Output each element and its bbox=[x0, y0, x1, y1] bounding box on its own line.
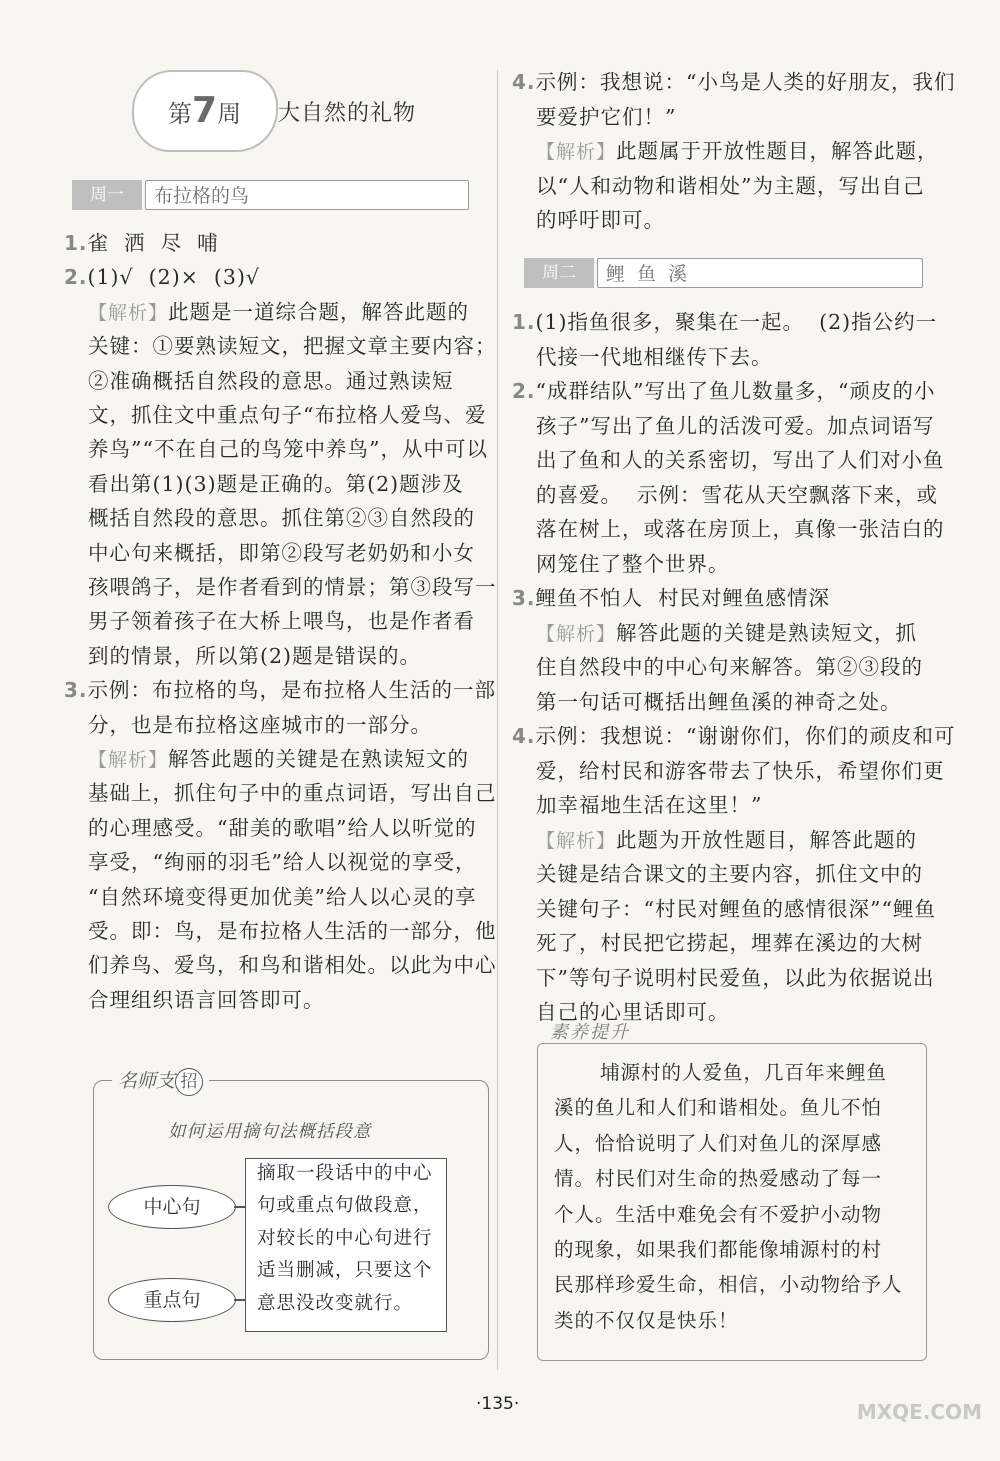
question-number: 3. bbox=[512, 586, 536, 610]
line-text: 此题为开放性题目，解答此题的 bbox=[616, 827, 918, 852]
summary-label: 素养提升 bbox=[550, 1022, 630, 1043]
text-line bbox=[536, 344, 773, 369]
section-day-tag: 周二 bbox=[524, 258, 594, 288]
text-line: 对较长的中心句进行 bbox=[257, 1227, 433, 1249]
text-line bbox=[88, 749, 469, 770]
analysis-tag: 【解析】 bbox=[88, 749, 169, 771]
line-text: 文，抓住文中重点句子“布拉格人爱鸟、爱 bbox=[88, 403, 487, 427]
text-line bbox=[88, 368, 454, 393]
text-line bbox=[536, 413, 935, 438]
question-number: 2. bbox=[64, 265, 88, 290]
text-line bbox=[88, 336, 497, 357]
text-line bbox=[88, 815, 477, 840]
line-text: “自然环境变得更加优美”给人以心灵的享 bbox=[88, 884, 477, 909]
text-line bbox=[536, 141, 939, 162]
line-text: 此题属于开放性题目，解答此题， bbox=[616, 139, 939, 163]
line-text: 孩喂鸽子，是作者看到的情景；第③段写一 bbox=[88, 575, 497, 599]
text-line bbox=[536, 864, 923, 885]
line-text: 的呼吁即可。 bbox=[536, 208, 665, 232]
text-line: 溪的鱼儿和人们和谐相处。鱼儿不怕 bbox=[554, 1096, 883, 1120]
text-line bbox=[536, 827, 918, 852]
tip-label: 名师支 招 bbox=[112, 1066, 209, 1096]
line-text: 加幸福地生活在这里！” bbox=[536, 793, 763, 817]
line-text: 关键是结合课文的主要内容，抓住文中的 bbox=[536, 862, 923, 886]
text-line: 句或重点句做段意， bbox=[257, 1195, 433, 1217]
text-line: 类的不仅仅是快乐！ bbox=[554, 1308, 739, 1332]
text-line bbox=[536, 758, 945, 783]
line-text: 到的情景，所以第(2)题是错误的。 bbox=[88, 643, 422, 668]
question-number: 1. bbox=[64, 231, 88, 255]
text-line: 民那样珍爱生命，相信，小动物给予人 bbox=[554, 1273, 903, 1297]
text-line bbox=[512, 588, 830, 609]
line-text: (1)指鱼很多，聚集在一起。 (2)指公约一 bbox=[535, 310, 938, 334]
text-line bbox=[536, 450, 945, 471]
line-text: 养鸟”“不在自己的鸟笼中养鸟”，从中可以 bbox=[88, 437, 488, 462]
text-line bbox=[88, 712, 432, 737]
line-text: 鲤鱼不怕人 村民对鲤鱼感情深 bbox=[535, 586, 831, 610]
line-text: 出了鱼和人的关系密切，写出了人们对小鱼 bbox=[536, 448, 945, 472]
line-text: 第一句话可概括出鲤鱼溪的神奇之处。 bbox=[536, 689, 902, 714]
oval-key-sentence: 重点句 bbox=[108, 1278, 236, 1322]
line-text: 下”等句子说明村民爱鱼，以此为依据说出 bbox=[536, 965, 935, 990]
line-text: 示例：我想说：“小鸟是人类的好朋友，我们 bbox=[535, 70, 956, 94]
line-text: 的心理感受。“甜美的歌唱”给人以听觉的 bbox=[88, 815, 477, 840]
tip-title: 如何运用摘句法概括段意 bbox=[168, 1122, 372, 1142]
text-line bbox=[64, 680, 496, 701]
connector bbox=[234, 1206, 245, 1208]
text-line bbox=[536, 173, 925, 198]
question-number: 2. bbox=[512, 379, 536, 403]
text-line bbox=[536, 210, 665, 231]
text-line bbox=[88, 955, 497, 976]
text-line bbox=[88, 611, 475, 632]
line-text: 们养鸟、爱鸟，和鸟和谐相处。以此为中心 bbox=[88, 953, 497, 978]
text-line bbox=[64, 233, 219, 254]
analysis-tag: 【解析】 bbox=[536, 829, 617, 852]
text-line bbox=[88, 299, 470, 324]
text-line bbox=[536, 689, 902, 714]
text-line bbox=[536, 795, 762, 816]
analysis-tag: 【解析】 bbox=[88, 301, 169, 324]
text-line: 人，恰恰说明了人们对鱼儿的深厚感 bbox=[554, 1131, 883, 1155]
line-text: 代接一代地相继传下去。 bbox=[536, 344, 773, 369]
line-text: 住自然段中的中心句来解答。第②③段的 bbox=[536, 655, 923, 679]
text-line bbox=[88, 987, 325, 1012]
line-text: 男子领着孩子在大桥上喂鸟，也是作者看 bbox=[88, 609, 475, 634]
line-text: 此题是一道综合题，解答此题的 bbox=[168, 299, 470, 324]
text-line bbox=[88, 852, 476, 873]
week-label: 第7周 bbox=[168, 90, 242, 131]
line-text: 要爱护它们！” bbox=[536, 104, 677, 129]
page-number: ·135· bbox=[476, 1394, 520, 1414]
text-line: 摘取一段话中的中心 bbox=[257, 1163, 433, 1184]
text-line bbox=[536, 551, 730, 576]
tip-label-badge: 招 bbox=[175, 1068, 203, 1096]
section-title: 鲤 鱼 溪 bbox=[597, 258, 923, 288]
text-line bbox=[88, 577, 497, 598]
line-text: 关键句子：“村民对鲤鱼的感情很深”“鲤鱼 bbox=[536, 896, 936, 921]
line-text: 享受，“绚丽的羽毛”给人以视觉的享受， bbox=[88, 850, 477, 875]
text-line bbox=[88, 508, 475, 529]
text-line bbox=[88, 921, 497, 942]
question-number: 4. bbox=[512, 724, 536, 748]
line-text: 爱，给村民和游客带去了快乐，希望你们更 bbox=[536, 758, 945, 783]
text-line bbox=[536, 620, 918, 645]
line-text: 合理组织语言回答即可。 bbox=[88, 987, 325, 1012]
text-line bbox=[88, 439, 488, 460]
question-number: 1. bbox=[512, 310, 536, 334]
question-number: 4. bbox=[512, 70, 536, 94]
text-line: 意思没改变就行。 bbox=[257, 1292, 414, 1314]
text-line bbox=[536, 965, 935, 990]
line-text: 自己的心里话即可。 bbox=[536, 1000, 730, 1024]
analysis-tag: 【解析】 bbox=[536, 141, 617, 163]
line-text: 受。即：鸟，是布拉格人生活的一部分，他 bbox=[88, 919, 497, 943]
text-line: 适当删减，只要这个 bbox=[257, 1260, 433, 1282]
text-line bbox=[88, 884, 477, 909]
text-line bbox=[536, 482, 939, 507]
analysis-tag: 【解析】 bbox=[536, 622, 617, 645]
line-text: 示例：布拉格的鸟，是布拉格人生活的一部 bbox=[87, 678, 497, 703]
column-divider bbox=[497, 70, 498, 1370]
oval-central-sentence: 中心句 bbox=[108, 1185, 236, 1229]
text-line: 个人。生活中难免会有不爱护小动物 bbox=[554, 1202, 883, 1226]
line-text: 网笼住了整个世界。 bbox=[536, 551, 730, 576]
line-text: 落在树上，或落在房顶上，真像一张洁白的 bbox=[536, 517, 945, 541]
line-text: 概括自然段的意思。抓住第②③自然段的 bbox=[88, 506, 475, 531]
line-text: 基础上，抓住句子中的重点词语，写出自己 bbox=[88, 781, 497, 806]
text-line bbox=[88, 643, 422, 668]
week-title: 大自然的礼物 bbox=[278, 101, 417, 126]
line-text: ②准确概括自然段的意思。通过熟读短 bbox=[88, 368, 454, 393]
text-line bbox=[88, 540, 475, 565]
text-line bbox=[536, 933, 923, 954]
line-text: 关键：①要熟读短文，把握文章主要内容； bbox=[88, 334, 497, 359]
text-line bbox=[536, 104, 677, 129]
text-line bbox=[88, 783, 497, 804]
text-line bbox=[88, 471, 464, 496]
line-text: 中心句来概括，即第②段写老奶奶和小女 bbox=[88, 540, 475, 565]
text-line bbox=[88, 405, 486, 426]
line-text: “成群结队”写出了鱼儿数量多，“顽皮的小 bbox=[535, 379, 936, 403]
text-line bbox=[512, 381, 935, 402]
line-text: 解答此题的关键是在熟读短文的 bbox=[168, 747, 470, 771]
text-line bbox=[536, 657, 923, 678]
line-text: 的喜爱。 示例：雪花从天空飘落下来，或 bbox=[536, 482, 939, 507]
text-line bbox=[512, 72, 956, 93]
line-text: 分，也是布拉格这座城市的一部分。 bbox=[88, 712, 432, 737]
text-line: 埔源村的人爱鱼，几百年来鲤鱼 bbox=[600, 1061, 888, 1084]
watermark: MXQE.COM bbox=[856, 1400, 982, 1424]
text-line: 情。村民们对生命的热爱感动了每一 bbox=[554, 1167, 883, 1191]
text-line bbox=[512, 726, 956, 747]
question-number: 3. bbox=[64, 678, 88, 703]
text-line bbox=[512, 312, 937, 333]
line-text: (1)√ (2)× (3)√ bbox=[87, 265, 260, 290]
line-text: 看出第(1)(3)题是正确的。第(2)题涉及 bbox=[88, 471, 464, 496]
text-line bbox=[536, 896, 936, 921]
line-text: 雀 洒 尽 哺 bbox=[87, 231, 219, 255]
line-text: 以“人和动物和谐相处”为主题，写出自己 bbox=[536, 173, 925, 198]
line-text: 死了，村民把它捞起，埋葬在溪边的大树 bbox=[536, 931, 923, 955]
section-title: 布拉格的鸟 bbox=[145, 180, 469, 210]
section-day-tag: 周一 bbox=[72, 180, 142, 210]
text-line: 的现象，如果我们都能像埔源村的村 bbox=[554, 1238, 883, 1261]
text-line bbox=[536, 519, 945, 540]
line-text: 示例：我想说：“谢谢你们，你们的顽皮和可 bbox=[535, 724, 956, 748]
line-text: 孩子”写出了鱼儿的活泼可爱。加点词语写 bbox=[536, 413, 935, 438]
text-line bbox=[64, 267, 260, 288]
connector bbox=[234, 1299, 245, 1301]
line-text: 解答此题的关键是熟读短文，抓 bbox=[616, 620, 918, 645]
